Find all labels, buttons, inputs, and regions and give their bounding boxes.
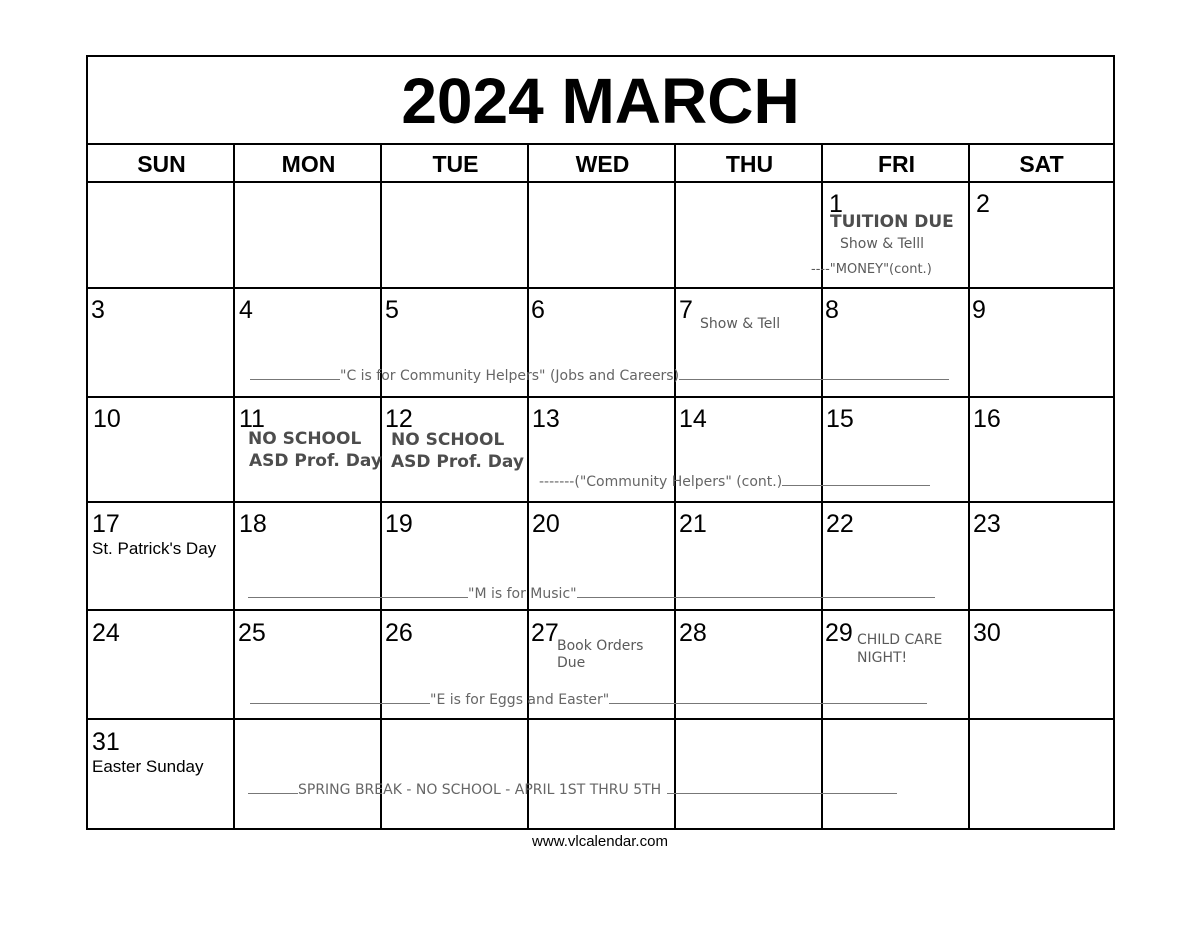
day-26: 26 [385, 619, 413, 647]
grid-column-divider [380, 145, 382, 830]
show-tell-note-7: Show & Tell [700, 316, 781, 332]
theme-week-4 [248, 586, 935, 602]
day-18: 18 [239, 510, 267, 538]
grid-column-divider [527, 145, 529, 830]
day-29: 29 [825, 619, 853, 647]
day-31: 31 [92, 728, 120, 756]
holiday-st-patricks: St. Patrick's Day [92, 539, 217, 558]
no-school-note-12: NO SCHOOL [391, 430, 505, 450]
day-22: 22 [826, 510, 854, 538]
day-3: 3 [91, 296, 105, 324]
day-10: 10 [93, 405, 121, 433]
underline-rule [248, 588, 468, 598]
grid-column-divider [968, 145, 970, 830]
theme-week-6 [248, 782, 897, 798]
day-7: 7 [679, 296, 693, 324]
day-23: 23 [973, 510, 1001, 538]
day-16: 16 [973, 405, 1001, 433]
show-tell-note-1: Show & Telll [840, 236, 925, 252]
grid-row-divider [88, 718, 1113, 720]
theme-week-5-text: "E is for Eggs and Easter" [430, 692, 610, 708]
underline-rule [679, 370, 949, 380]
weekday-sat: SAT [970, 145, 1113, 183]
theme-week-2 [250, 368, 949, 384]
day-17: 17 [92, 510, 120, 538]
theme-week-3-text: -------("Community Helpers" (cont.) [539, 474, 783, 490]
underline-rule [782, 476, 930, 486]
theme-week-6-text: SPRING BREAK - NO SCHOOL - APRIL 1ST THRU 5TH [298, 782, 662, 798]
day-24: 24 [92, 619, 120, 647]
holiday-easter: Easter Sunday [92, 757, 204, 776]
day-28: 28 [679, 619, 707, 647]
grid-row-divider [88, 287, 1113, 289]
day-4: 4 [239, 296, 253, 324]
theme-week-2-text: "C is for Community Helpers" (Jobs and Careers) [340, 368, 680, 384]
weekday-wed: WED [529, 145, 676, 183]
day-1: 1 [829, 190, 843, 218]
theme-week-4-text: "M is for Music" [468, 586, 577, 602]
theme-week-5 [250, 692, 927, 708]
underline-rule [248, 784, 298, 794]
tuition-note: TUITION DUE [830, 212, 954, 232]
day-20: 20 [532, 510, 560, 538]
day-5: 5 [385, 296, 399, 324]
calendar-grid [86, 55, 1115, 830]
day-19: 19 [385, 510, 413, 538]
book-orders-due-note: Due [557, 655, 586, 671]
weekday-sun: SUN [88, 145, 235, 183]
day-8: 8 [825, 296, 839, 324]
day-6: 6 [531, 296, 545, 324]
underline-rule [609, 694, 927, 704]
day-25: 25 [238, 619, 266, 647]
asd-prof-day-note-11: ASD Prof. Day [249, 451, 382, 471]
theme-week-3 [539, 474, 930, 490]
underline-rule [577, 588, 935, 598]
grid-row-divider [88, 396, 1113, 398]
day-14: 14 [679, 405, 707, 433]
grid-column-divider [233, 145, 235, 830]
day-30: 30 [973, 619, 1001, 647]
day-2: 2 [976, 190, 990, 218]
day-11: 11 [239, 405, 265, 433]
grid-row-divider [88, 501, 1113, 503]
weekday-tue: TUE [382, 145, 529, 183]
weekday-mon: MON [235, 145, 382, 183]
underline-rule [250, 694, 430, 704]
day-21: 21 [679, 510, 707, 538]
child-care-night-note: NIGHT! [857, 650, 908, 666]
underline-rule [667, 784, 897, 794]
grid-row-divider [88, 609, 1113, 611]
child-care-note: CHILD CARE [857, 632, 943, 648]
money-cont-note: ----"MONEY"(cont.) [811, 262, 932, 277]
footer-url[interactable]: www.vlcalendar.com [532, 833, 668, 850]
asd-prof-day-note-12: ASD Prof. Day [391, 452, 524, 472]
book-orders-note: Book Orders [557, 638, 644, 654]
day-9: 9 [972, 296, 986, 324]
calendar-title: 2024 MARCH [88, 57, 1113, 145]
day-27: 27 [531, 619, 559, 647]
no-school-note-11: NO SCHOOL [248, 429, 362, 449]
day-15: 15 [826, 405, 854, 433]
day-12: 12 [385, 405, 413, 433]
underline-rule [250, 370, 340, 380]
weekday-thu: THU [676, 145, 823, 183]
day-13: 13 [532, 405, 560, 433]
weekday-fri: FRI [823, 145, 970, 183]
